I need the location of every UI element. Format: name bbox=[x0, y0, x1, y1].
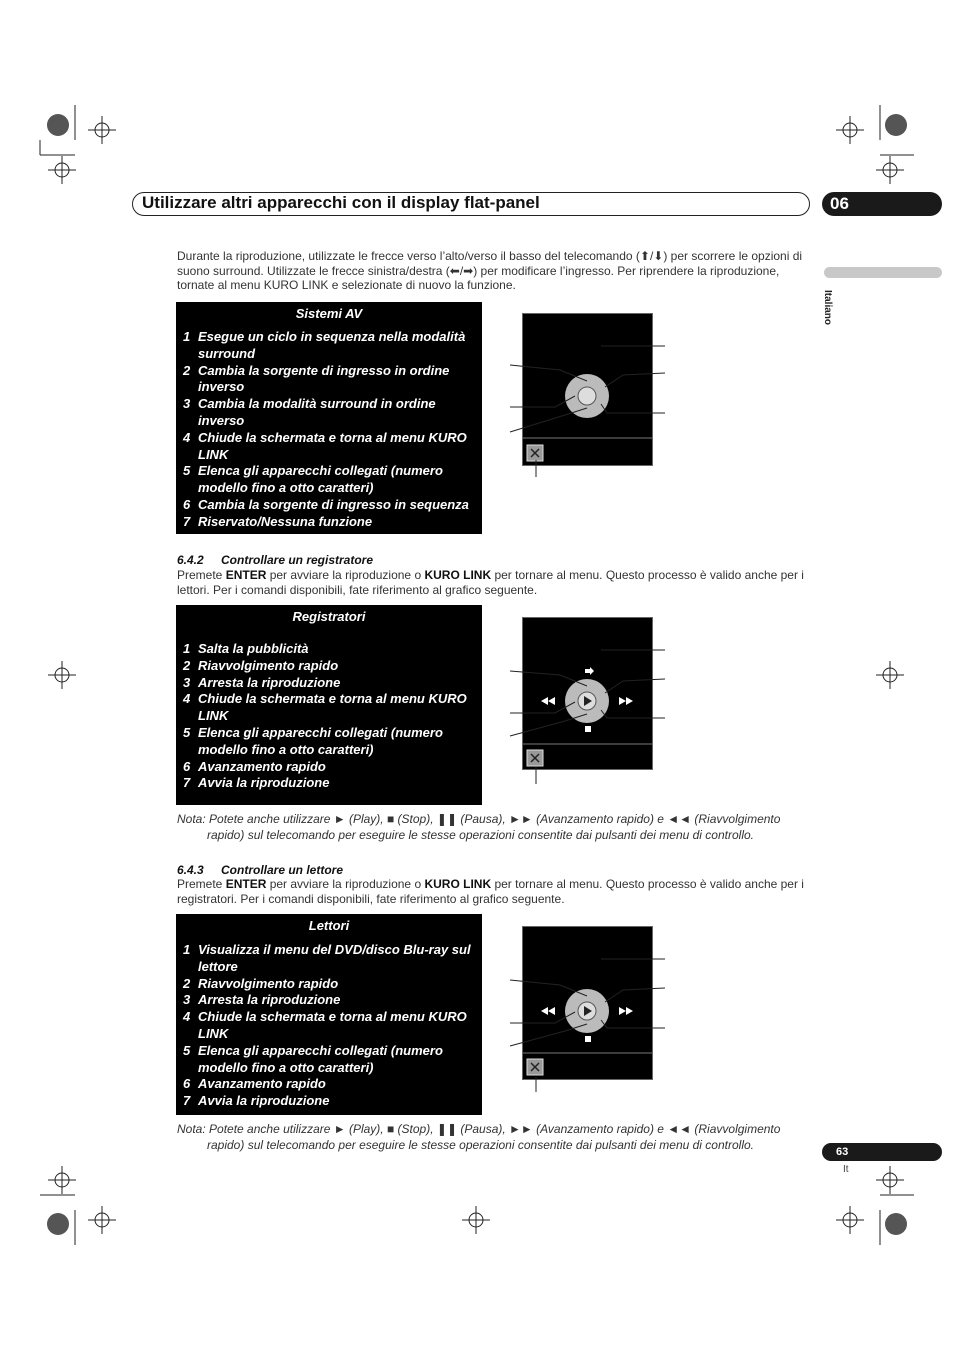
intro-paragraph: Durante la riproduzione, utilizzate le frecce verso l’alto/verso il basso del telecomando (⬆/⬇) per scorrere le opzioni di suono surround. Utilizzate le frecce sinistra/destra (⬅/➡) per modificare l’ingresso. Per riprendere la riproduzione, tornate al menu KURO LINK e selezionate di nuovo la funzione. bbox=[177, 249, 803, 292]
list-item: 3 Arresta la riproduzione bbox=[183, 674, 341, 690]
list-item: 2 Cambia la sorgente di ingresso in ordine inverso bbox=[183, 362, 450, 395]
list-item: 1 Visualizza il menu del DVD/disco Blu-ray sul lettore bbox=[183, 942, 471, 974]
list-item: 7 Riservato/Nessuna funzione bbox=[183, 513, 373, 529]
section-heading-recorder: 6.4.2 Controllare un registratore bbox=[177, 553, 374, 567]
av-systems-legend-box bbox=[176, 302, 482, 534]
legend-title: Lettori bbox=[308, 918, 350, 933]
list-item: 5 Elenca gli apparecchi collegati (numero modello fino a otto caratteri) bbox=[183, 1042, 443, 1075]
list-item: 5 Elenca gli apparecchi collegati (numero modello fino a otto caratteri) bbox=[183, 724, 443, 757]
legend-list bbox=[176, 942, 482, 1110]
list-item: 6 Cambia la sorgente di ingresso in sequenza bbox=[183, 496, 469, 512]
page-number-badge: 63 bbox=[822, 1143, 942, 1161]
recorder-paragraph: Premete ENTER per avviare la riproduzione o KURO LINK per tornare al menu. Questo processo è valido anche per i lettori. Per i comandi disponibili, fate riferimento al grafico seguente. bbox=[177, 568, 804, 597]
language-tab-label: Italiano bbox=[822, 290, 833, 326]
list-item: 4 Chiude la schermata e torna al menu KURO LINK bbox=[183, 1009, 467, 1041]
section-heading-player: 6.4.3 Controllare un lettore bbox=[177, 863, 344, 877]
player-legend-box bbox=[176, 914, 482, 1115]
list-item: 2 Riavvolgimento rapido bbox=[183, 975, 339, 991]
player-paragraph: Premete ENTER per avviare la riproduzione o KURO LINK per tornare al menu. Questo processo è valido anche per i registratori. Per i comandi disponibili, fate riferimento al grafico seguente. bbox=[177, 877, 804, 906]
page-language-code: It bbox=[843, 1164, 849, 1175]
list-item: 3 Cambia la modalità surround in ordine inverso bbox=[183, 396, 436, 428]
recorder-legend-box bbox=[176, 605, 482, 805]
note-playback-buttons: Nota: Potete anche utilizzare ► (Play), ■ (Stop), ❚❚ (Pausa), ►► (Avanzamento rapido) e ◄◄ (Riavvolgimento rapido) sul telecomando per eseguire le stesse operazioni consentite dai pulsanti dei menu di controllo. bbox=[177, 1122, 781, 1152]
list-item: 6 Avanzamento rapido bbox=[183, 758, 326, 774]
chapter-title: Utilizzare altri apparecchi con il display flat-panel bbox=[142, 193, 540, 212]
legend-list bbox=[176, 641, 482, 792]
list-item: 6 Avanzamento rapido bbox=[183, 1076, 326, 1092]
list-item: 7 Avvia la riproduzione bbox=[183, 775, 330, 791]
list-item: 2 Riavvolgimento rapido bbox=[183, 657, 339, 673]
chapter-number-badge: 06 bbox=[822, 192, 942, 216]
language-tab-bar bbox=[824, 267, 942, 278]
legend-title: Sistemi AV bbox=[295, 306, 363, 321]
list-item: 1 Esegue un ciclo in sequenza nella modalità surround bbox=[183, 329, 466, 361]
legend-list bbox=[176, 329, 482, 531]
recorder-callout-lines bbox=[505, 645, 670, 785]
list-item: 4 Chiude la schermata e torna al menu KURO LINK bbox=[183, 691, 467, 724]
list-item: 1 Salta la pubblicità bbox=[183, 641, 309, 656]
legend-title: Registratori bbox=[292, 609, 366, 624]
list-item: 7 Avvia la riproduzione bbox=[183, 1093, 330, 1109]
list-item: 4 Chiude la schermata e torna al menu KURO LINK bbox=[183, 429, 467, 462]
list-item: 5 Elenca gli apparecchi collegati (numero modello fino a otto caratteri) bbox=[183, 463, 443, 496]
note-playback-buttons: Nota: Potete anche utilizzare ► (Play), ■ (Stop), ❚❚ (Pausa), ►► (Avanzamento rapido) e ◄◄ (Riavvolgimento rapido) sul telecomando per eseguire le stesse operazioni consentite dai pulsanti dei menu di controllo. bbox=[177, 812, 781, 842]
player-callout-lines bbox=[505, 955, 670, 1095]
list-item: 3 Arresta la riproduzione bbox=[183, 992, 341, 1008]
av-callout-lines bbox=[505, 340, 670, 480]
